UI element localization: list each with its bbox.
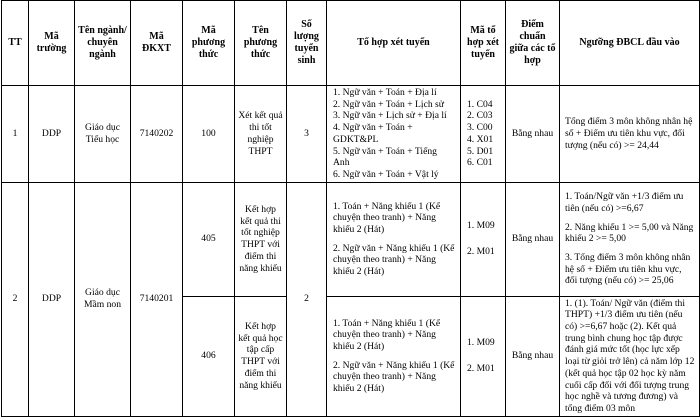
row-tt: 1 <box>2 86 29 183</box>
to-hop-line: 5. Ngữ văn + Toán + Tiếng <box>333 145 437 157</box>
row-ma-dkxt: 7140202 <box>131 86 183 183</box>
admission-table <box>1 0 700 417</box>
ma-to-hop-line: 4. X01 <box>467 133 494 145</box>
to-hop-line: 3. Ngữ văn + Lịch sử + Địa lí <box>333 110 447 122</box>
nguong-line: 2. Năng khiếu 1 >= 5,00 và Năng khiếu 2 >= 5,00 <box>565 221 694 245</box>
row-so-luong: 3 <box>287 86 327 183</box>
row-to-hop <box>327 296 461 416</box>
ma-to-hop-line: 1. M09 <box>467 220 495 232</box>
row-ma-phuong-thuc: 100 <box>183 86 235 183</box>
header-ten-phuong-thuc: Tên phương thức <box>235 1 287 86</box>
row-ten-phuong-thuc: Xét kết quả thi tốt nghiệp THPT <box>235 86 287 183</box>
ma-to-hop-line: 5. D01 <box>467 145 494 157</box>
row-ten-nganh: Giáo dục Mầm non <box>75 182 131 416</box>
row-ma-to-hop <box>461 296 506 416</box>
row-ten-phuong-thuc: Kết hợp kết quả thi tốt nghiệp THPT với điểm thi năng khiếu <box>235 182 287 296</box>
ma-to-hop-line: 2. M01 <box>467 363 495 375</box>
ma-to-hop-line: 2. C03 <box>467 110 493 122</box>
row-diem-chuan: Bằng nhau <box>506 86 560 183</box>
to-hop-line: 2. Ngữ văn + Năng khiếu 1 (Kể chuyện theo tranh) + Năng khiếu 2 (Hát) <box>333 242 455 278</box>
row-nguong: Tổng điểm 3 môn không nhân hệ số + Điểm ưu tiên khu vực, đối tượng (nếu có) >= 24,44 <box>560 86 700 183</box>
row-ma-phuong-thuc: 406 <box>183 296 235 416</box>
row-diem-chuan: Bằng nhau <box>506 296 560 416</box>
to-hop-line: 6. Ngữ văn + Toán + Vật lý <box>333 168 439 180</box>
header-to-hop: Tổ hợp xét tuyển <box>327 1 461 86</box>
header-row <box>2 1 700 86</box>
nguong-line: 3. Tổng điểm 3 môn không nhân hệ số + Điểm ưu tiên khu vực, đối tượng (nếu có) >= 25,06 <box>565 251 691 287</box>
row-to-hop <box>327 182 461 296</box>
ma-to-hop-line: 1. M09 <box>467 337 495 349</box>
header-ma-to-hop: Mã tổ hợp xét tuyển <box>461 1 506 86</box>
header-tt: TT <box>2 1 29 86</box>
row-ma-dkxt: 7140201 <box>131 182 183 416</box>
nguong-line: 1. Toán/Ngữ văn +1/3 điểm ưu tiên (nếu có) >=6,67 <box>565 191 684 214</box>
row-ma-to-hop <box>461 86 506 183</box>
ma-to-hop-line: 6. C01 <box>467 157 493 169</box>
row-ma-truong: DDP <box>29 86 75 183</box>
row-nguong <box>560 182 700 296</box>
row-ma-to-hop <box>461 182 506 296</box>
ma-to-hop-line: 2. M01 <box>467 246 495 258</box>
row-ma-phuong-thuc: 405 <box>183 182 235 296</box>
row-diem-chuan: Bằng nhau <box>506 182 560 296</box>
header-ma-truong: Mã trường <box>29 1 75 86</box>
header-so-luong: Số lượng tuyển sinh <box>287 1 327 86</box>
row-nguong: 1. (1). Toán/ Ngữ văn (điểm thi THPT) +1/3 điểm ưu tiên (nếu có) >=6,67 hoặc (2). Kết quả trung bình chung học tập được đánh giá mức tốt (học lực xếp loại từ giỏi trở lên) cả năm lớp 12 (kết quả học tập 02 học kỳ năm cuối cấp đối với đối tượng trung học nghề và tương đương) và tổng điểm 03 môn <box>560 296 700 416</box>
row-tt: 2 <box>2 182 29 416</box>
to-hop-line: GDKT&PL <box>333 133 379 145</box>
row-ten-nganh: Giáo dục Tiểu học <box>75 86 131 183</box>
table-row <box>2 182 700 296</box>
to-hop-line: 2. Ngữ văn + Toán + Lịch sử <box>333 98 444 110</box>
to-hop-line: 1. Toán + Năng khiếu 1 (Kể chuyện theo tranh) + Năng khiếu 2 (Hát) <box>333 317 441 352</box>
header-ma-dkxt: Mã ĐKXT <box>131 1 183 86</box>
to-hop-line: 1. Toán + Năng khiếu 1 (Kể chuyện theo tranh) + Năng khiếu 2 (Hát) <box>333 200 441 235</box>
ma-to-hop-line: 1. C04 <box>467 98 493 110</box>
table-row <box>2 86 700 183</box>
header-ma-phuong-thuc: Mã phương thức <box>183 1 235 86</box>
row-so-luong: 2 <box>287 182 327 416</box>
header-diem-chuan: Điểm chuẩn giữa các tổ hợp <box>506 1 560 86</box>
row-ma-truong: DDP <box>29 182 75 416</box>
ma-to-hop-line: 3. C00 <box>467 122 493 134</box>
to-hop-line: 1. Ngữ văn + Toán + Địa lí <box>333 87 437 98</box>
row-to-hop <box>327 86 461 183</box>
to-hop-line: Anh <box>333 157 350 169</box>
to-hop-line: 4. Ngữ văn + Toán + <box>333 122 413 134</box>
header-nguong: Ngưỡng ĐBCL đầu vào <box>560 1 700 86</box>
row-ten-phuong-thuc: Kết hợp kết quả học tập cấp THPT với điểm thi năng khiếu <box>235 296 287 416</box>
to-hop-line: 2. Ngữ văn + Năng khiếu 1 (Kể chuyện theo tranh) + Năng khiếu 2 (Hát) <box>333 359 455 395</box>
header-ten-nganh: Tên ngành/ chuyên ngành <box>75 1 131 86</box>
